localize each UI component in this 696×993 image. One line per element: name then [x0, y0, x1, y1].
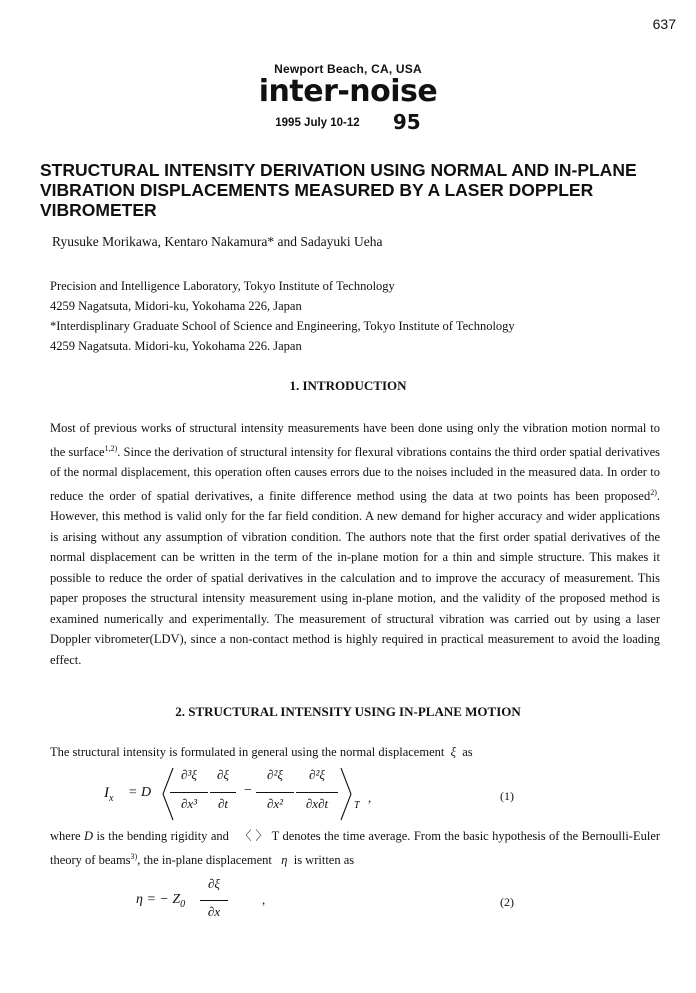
- eq2-lhs: [136, 892, 185, 910]
- conference-dates-line: [0, 110, 696, 134]
- section-heading-introduction: 1. INTRODUCTION: [289, 378, 407, 393]
- eq1-frac4-den: ∂x∂t: [305, 796, 329, 811]
- symbol-eta: η: [281, 852, 288, 867]
- intro-text-1: Most of previous works of structural intensity measurements have been done using only the vibration motion normal to the surface: [50, 421, 660, 459]
- authors: Ryusuke Morikawa, Kentaro Nakamura* and Sadayuki Ueha: [52, 234, 383, 249]
- eq1-intro-as: as: [462, 745, 473, 759]
- eq2-frac-den: ∂x: [207, 904, 221, 919]
- eq2-lhs-text: η = − Z: [136, 892, 181, 907]
- eq1-frac1-num: ∂³ξ: [181, 767, 197, 782]
- eq1-minus: −: [244, 783, 252, 798]
- eq1-right-angle: [338, 766, 354, 822]
- eq1-frac4-bar: [296, 792, 338, 793]
- intro-text-3: . However, this method is valid only for the far field condition. A new demand for higher accuracy and wider applications is arising without any assumption of vibration condition. The authors note that the first order spatial derivatives of the normal displacement can be written in the term of the in-plane motion for a thin and simple structure. This makes it possible to reduce the order of spatial derivatives in the calculation and to improve the accuracy of measurement. This paper proposes the structural intensity measurement using in-plane motion, and the validity of the proposed method is examined numerically and experimentally. The measurement of structural vibration was carried out by using a laser Doppler vibrometer(LDV), since a non-contact method is highly required in practical measurement to avoid the loading effect.: [50, 488, 660, 667]
- eq1-intro-line: [50, 742, 660, 763]
- symbol-xi: ξ: [450, 745, 456, 759]
- intro-text-2: . Since the derivation of structural intensity for flexural vibrations contains the third order spatial derivatives of the normal displacement, this operation often causes errors due to the noises included in the measured data. In order to reduce the order of spatial derivatives, a finite difference method using the data at two points has been proposed: [50, 444, 660, 503]
- where-text: where: [50, 829, 81, 843]
- affiliation-line: 4259 Nagatsuta. Midori-ku, Yokohama 226. Japan: [50, 339, 302, 353]
- section-heading-structural-intensity: 2. STRUCTURAL INTENSITY USING IN-PLANE MOTION: [175, 704, 521, 719]
- eq1-equals-d: = D: [128, 785, 152, 800]
- eq2-intro-paragraph: [50, 826, 660, 870]
- conference-dates: 1995 July 10-12: [275, 117, 360, 129]
- page-number: 637: [652, 16, 676, 32]
- symbol-d: D: [83, 829, 94, 843]
- eq2-frac-num: ∂ξ: [208, 876, 220, 891]
- eq1-lhs: [104, 785, 113, 804]
- time-average-brackets: 〈 〉: [239, 829, 269, 843]
- conference-location: Newport Beach, CA, USA: [274, 62, 422, 76]
- eq1-frac1-bar: [170, 792, 208, 793]
- where-text: is written as: [293, 852, 355, 867]
- where-text: , the in-plane displacement: [137, 852, 272, 867]
- conference-logo: inter-noise: [258, 74, 438, 109]
- affiliation-line: 4259 Nagatsuta, Midori-ku, Yokohama 226, Japan: [50, 299, 302, 313]
- eq1-time-average-subscript: T: [354, 800, 360, 811]
- reference-citation: 2): [650, 487, 657, 497]
- reference-citation: 3): [130, 851, 138, 861]
- eq2-frac-bar: [200, 900, 228, 901]
- eq1-frac3-den: ∂x²: [266, 796, 284, 811]
- affiliation-line: *Interdisplinary Graduate School of Science and Engineering, Tokyo Institute of Technology: [50, 319, 515, 333]
- where-text: is the bending rigidity and: [96, 829, 229, 843]
- eq2-comma: ,: [262, 892, 266, 907]
- conference-year: 95: [392, 110, 421, 134]
- affiliation-line: Precision and Intelligence Laboratory, Tokyo Institute of Technology: [50, 279, 395, 293]
- eq2-lhs-subscript: 0: [180, 898, 186, 910]
- reference-citation: 1,2): [104, 443, 118, 453]
- eq1-frac2-num: ∂ξ: [217, 767, 229, 782]
- eq1-lhs-symbol: I: [104, 785, 109, 801]
- eq1-frac3-num: ∂²ξ: [267, 767, 283, 782]
- conference-header: [0, 62, 696, 134]
- equation-1-number: (1): [500, 789, 514, 803]
- eq1-intro-text: The structural intensity is formulated in general using the normal displacement: [50, 745, 445, 759]
- eq1-frac2-bar: [210, 792, 236, 793]
- eq1-frac3-bar: [256, 792, 294, 793]
- eq1-frac4-num: ∂²ξ: [309, 767, 325, 782]
- affiliations: [50, 276, 515, 356]
- introduction-paragraph: [50, 418, 660, 670]
- eq1-frac1-den: ∂x³: [180, 796, 198, 811]
- eq1-comma: ,: [368, 790, 372, 805]
- paper-title: STRUCTURAL INTENSITY DERIVATION USING NORMAL AND IN-PLANE VIBRATION DISPLACEMENTS MEASURED BY A LASER DOPPLER VIBROMETER: [40, 160, 637, 220]
- where-text: T denotes the time average. From the basic hypothesis of the Bernoulli-Euler theory of beams: [50, 829, 661, 867]
- eq1-frac2-den: ∂t: [217, 796, 229, 811]
- equation-2-number: (2): [500, 895, 514, 909]
- eq1-lhs-subscript: x: [109, 793, 114, 804]
